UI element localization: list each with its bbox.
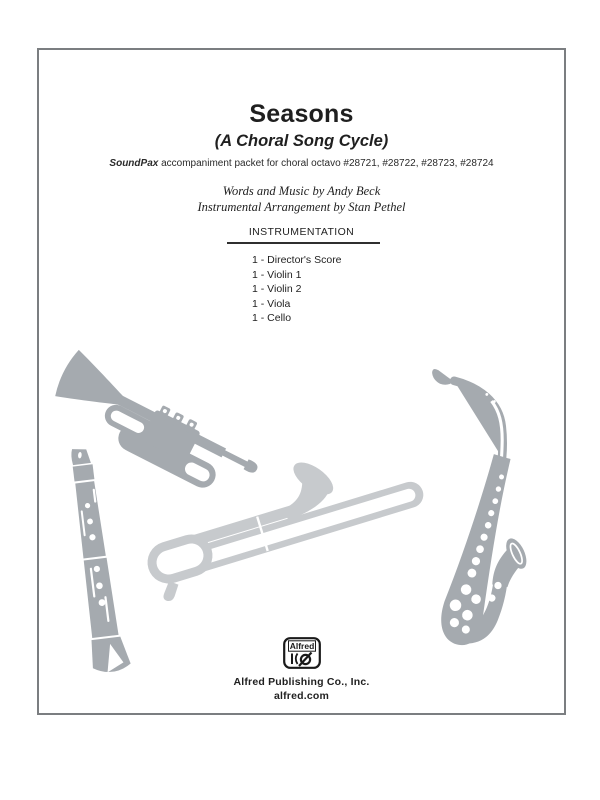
instrumentation-list (252, 253, 342, 326)
clarinet-icon (58, 448, 150, 684)
saxophone-icon (408, 368, 560, 664)
instrumentation-item: 1 - Violin 2 (252, 283, 302, 296)
instrumentation-item: 1 - Violin 1 (252, 268, 302, 281)
instrumentation-rule (227, 242, 380, 244)
soundpax-line (39, 158, 564, 169)
alfred-logo-text: Alfred (289, 641, 314, 652)
soundpax-brand: SoundPax (109, 158, 159, 169)
instrumentation-item: 1 - Viola (252, 297, 291, 310)
credit-arrangement: Instrumental Arrangement by Stan Pethel (197, 200, 406, 214)
alfred-logo (283, 637, 321, 669)
instrumentation-heading: INSTRUMENTATION (248, 226, 355, 238)
instrumentation-item: 1 - Cello (252, 312, 292, 325)
page-subtitle: (A Choral Song Cycle) (214, 132, 389, 150)
publisher-website: alfred.com (273, 690, 330, 702)
page-title: Seasons (249, 100, 354, 128)
publisher-name: Alfred Publishing Co., Inc. (233, 676, 370, 688)
credit-words-music: Words and Music by Andy Beck (222, 184, 381, 198)
soundpax-description: accompaniment packet for choral octavo #28721, #28722, #28723, #28724 (158, 158, 494, 169)
page-border-frame (37, 48, 566, 715)
instrumentation-item: 1 - Director's Score (252, 254, 342, 266)
